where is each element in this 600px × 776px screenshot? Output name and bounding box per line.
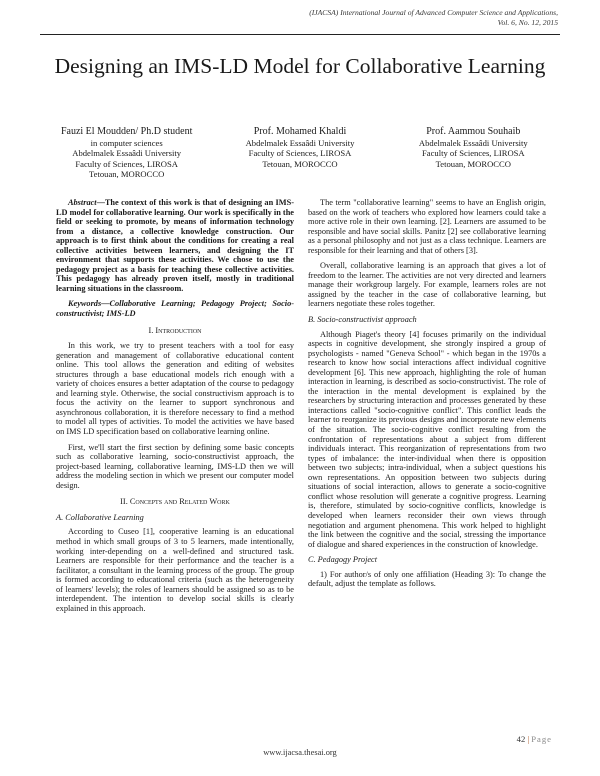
section-heading-concepts: II. Concepts and Related Work bbox=[120, 497, 230, 507]
author-affiliation-line: Tetouan, MOROCCO bbox=[262, 158, 338, 169]
footer-url: www.ijacsa.thesai.org bbox=[263, 748, 337, 757]
author-affiliation-line: Tetouan, MOROCCO bbox=[435, 158, 511, 169]
author-affiliation-line: Faculty of Sciences, LIROSA bbox=[75, 158, 178, 169]
left-column bbox=[56, 198, 294, 619]
paper-title: Designing an IMS-LD Model for Collaborative Learning bbox=[54, 54, 546, 78]
author-3 bbox=[387, 126, 560, 180]
journal-volume: Vol. 6, No. 12, 2015 bbox=[497, 18, 558, 27]
abstract-text: —The context of this work is that of designing an IMS-LD model for collaborative learning. Our work is specifically in the field or seeking to promote, by means of information technology from a distance, a collective knowledge construction. Our approach is to first think about the conditions for creating a real collective activities between learners, and designing the IT environment that supports these activities. We chose to use the pedagogy project as a basis for teaching these collective activities. This pedagogy has already proven itself, mostly in traditional learning situations in the classroom. bbox=[56, 198, 294, 293]
section-heading-introduction: I. Introduction bbox=[148, 325, 202, 335]
page-word: Page bbox=[531, 734, 552, 744]
journal-name: (IJACSA) International Journal of Advanced Computer Science and Applications, bbox=[309, 8, 558, 17]
author-2 bbox=[213, 126, 386, 180]
author-affiliation-line: Faculty of Sciences, LIROSA bbox=[422, 148, 525, 159]
paragraph: First, we'll start the first section by defining some basic concepts such as collaborative learning, socio-constructivist approach, the project-based learning, collaborative learning, IMS-LD then we will address the modeling section in which we present our computer model design. bbox=[56, 442, 294, 490]
right-column bbox=[308, 198, 546, 595]
page-number bbox=[517, 734, 552, 744]
paragraph: 1) For author/s of only one affiliation (Heading 3): To change the default, adjust the template as follows. bbox=[308, 569, 546, 589]
author-affiliation-line: in computer sciences bbox=[90, 138, 163, 148]
subsection-heading-pedagogy-project: C. Pedagogy Project bbox=[308, 555, 378, 565]
abstract-label: Abstract bbox=[68, 198, 97, 207]
abstract bbox=[56, 198, 294, 293]
author-affiliation-line: Abdelmalek Essaâdi University bbox=[245, 138, 355, 148]
author-block bbox=[40, 126, 560, 180]
keywords: Keywords—Collaborative Learning; Pedagogy Project; Socio-constructivist; IMS-LD bbox=[56, 299, 294, 319]
author-name: Prof. Aammou Souhaib bbox=[426, 126, 521, 137]
author-1 bbox=[40, 126, 213, 180]
paragraph: Although Piaget's theory [4] focuses primarily on the individual aspects in cognitive development, she strongly inspired a group of psychologists - named "Geneva School" - which began in the 1970s a research to know how social interactions affect individual cognitive development [6]. This new approach, highlighting the role of human interaction in learning, is described as socio-constructivist. The role of the interaction in the mental development is explained by the researchers by structuring interaction and processes generated by these interactions called "socio-cognitive conflict". This conflict leads the learner to reorganize its previous designs and incorporate new elements of the situation. The socio-cognitive conflict resulting from the confrontation of representations about a subject from different individuals interact. This reorganization of representations from two types of imbalance: the inter-individual when there is opposition between two subjects; intra-individual, when a subject questions his own representations. An opposition between two subjects during situations of social interaction, allows to generate a socio-cognitive conflict whose resolution will generate a cognitive progress. Learning is, therefore, stimulated by socio-cognitive conflicts, knowledge is developed when learners reconsider their own views through negotiation and argument phenomena. This work helped to highlight the link between the cognitive and the social, stressing the importance of dialogue and shared experiences in the construction of knowledge. bbox=[308, 329, 546, 549]
header-rule bbox=[40, 34, 560, 35]
paragraph: The term "collaborative learning" seems to have an English origin, based on the work of teachers who explored how learners could take a more active role in their own learning. [2]. Learners are assumed to be responsible and have social skills. Panitz [2] see collaborative learning as a personal philosophy and not just as a class technique. Learners are responsible for their learning and that of others [3]. bbox=[308, 198, 546, 255]
author-affiliation-line: Tetouan, MOROCCO bbox=[89, 169, 165, 180]
subsection-heading-collaborative-learning: A. Collaborative Learning bbox=[56, 512, 144, 522]
author-affiliation-line: Abdelmalek Essaâdi University bbox=[72, 148, 182, 159]
paragraph: In this work, we try to present teachers with a tool for easy generation and management of collaborative educational content online. This tool allows the generation and editing of websites structures through a base educational models rich enough with a variety of choices ensures a better adaptation of the course to pedagogy and learning style. Otherwise, the social constructivism approach is to focus the activity on the learner to support synchronous and asynchronous collaboration, it is therefore necessary to find a method to model all types of activities. To model the activities we have based on IMS LD specification based on collaborative learning online. bbox=[56, 341, 294, 437]
author-affiliation-line: Abdelmalek Essaâdi University bbox=[418, 138, 528, 148]
author-name: Prof. Mohamed Khaldi bbox=[253, 126, 347, 137]
paragraph: Overall, collaborative learning is an approach that gives a lot of freedom to the learner. The activities are not very directed and learners manage their workgroup largely. For example, learners roles are not assigned by the teacher in the case of collaborative learning, but learners negotiate these roles together. bbox=[308, 261, 546, 309]
page-number-value: 42 bbox=[516, 734, 526, 744]
journal-header bbox=[309, 8, 558, 28]
subsection-heading-socio-constructivist: B. Socio-constructivist approach bbox=[308, 315, 417, 325]
author-affiliation-line: Faculty of Sciences, LIROSA bbox=[248, 148, 352, 159]
author-name: Fauzi El Moudden/ Ph.D student bbox=[60, 126, 193, 137]
paragraph: According to Cuseo [1], cooperative learning is an educational method in which small groups of 3 to 5 learners, made intentionally, working inter-depending on a well-defined and structured task. Learners are responsible for their performance and the teacher is a facilitator, a consultant in the learning process of the group. The group is formed according to educational criteria (such as the heterogeneity of learners' levels); the roles of learners should be assigned so as to be interdependent. The intention to develop social skills is clearly explained in this approach. bbox=[56, 527, 294, 613]
page-separator: | bbox=[527, 734, 530, 744]
